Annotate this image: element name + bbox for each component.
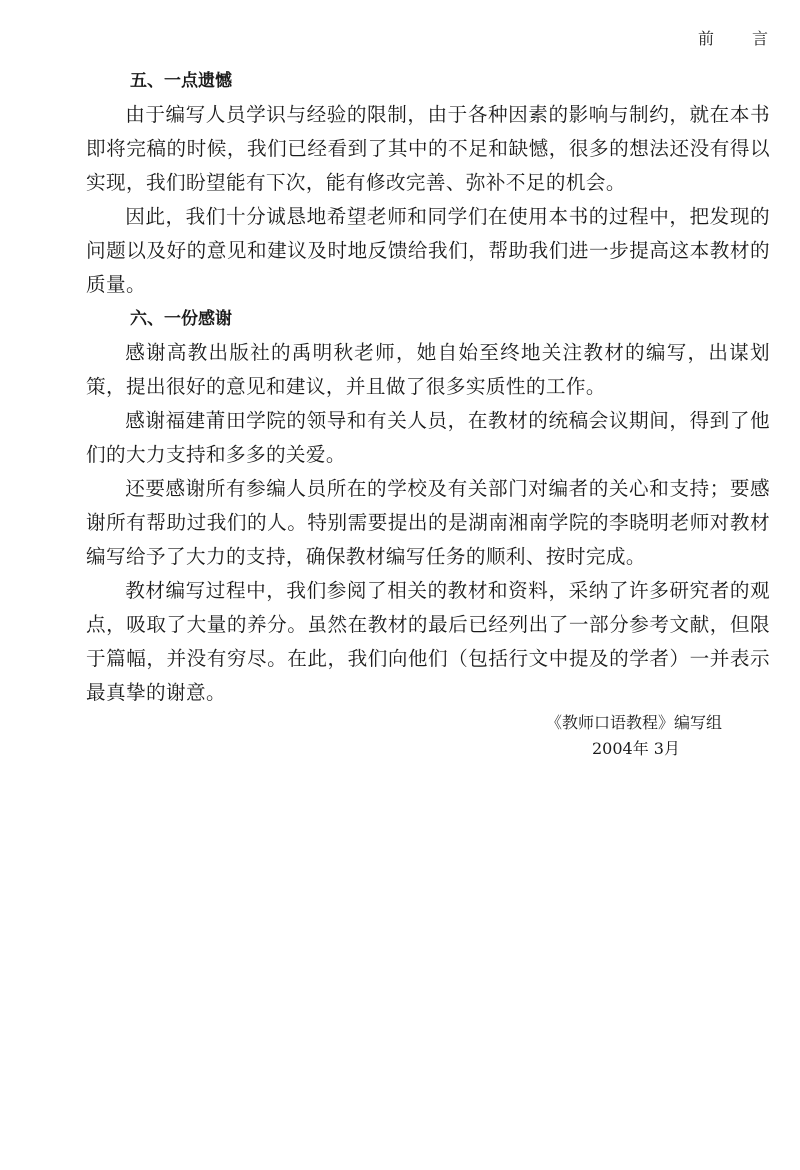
signature-group: 《教师口语教程》编写组: [546, 713, 723, 732]
paragraph-thanks-4: 教材编写过程中，我们参阅了相关的教材和资料，采纳了许多研究者的观点，吸取了大量的养分。虽然在教材的最后已经列出了一部分参考文献，但限于篇幅，并没有穷尽。在此，我们向他们（包括行文中提及的学者）一并表示最真挚的谢意。: [86, 579, 770, 704]
paragraph-thanks-1: 感谢高教出版社的禹明秋老师，她自始至终地关注教材的编写，出谋划策，提出很好的意见和建议，并且做了很多实质性的工作。: [86, 341, 770, 398]
section-heading-regret: 五、一点遗憾: [130, 71, 232, 91]
paragraph-regret-2: 因此，我们十分诚恳地希望老师和同学们在使用本书的过程中，把发现的问题以及好的意见和建议及时地反馈给我们，帮助我们进一步提高这本教材的质量。: [86, 205, 770, 296]
running-header: [698, 26, 768, 49]
paragraph-thanks-2: 感谢福建莆田学院的领导和有关人员，在教材的统稿会议期间，得到了他们的大力支持和多多的关爱。: [86, 409, 770, 466]
paragraph-thanks-3: 还要感谢所有参编人员所在的学校及有关部门对编者的关心和支持；要感谢所有帮助过我们的人。特别需要提出的是湖南湘南学院的李晓明老师对教材编写给予了大力的支持，确保教材编写任务的顺利、按时完成。: [86, 477, 770, 568]
section-heading-thanks: 六、一份感谢: [130, 309, 232, 329]
paragraph-regret-1: 由于编写人员学识与经验的限制，由于各种因素的影响与制约，就在本书即将完稿的时候，我们已经看到了其中的不足和缺憾，很多的想法还没有得以实现，我们盼望能有下次，能有修改完善、弥补不足的机会。: [86, 103, 770, 194]
page-body: [86, 64, 770, 710]
header-char-right: 言: [751, 29, 768, 48]
signature-date: 2004年 3月: [592, 739, 680, 758]
header-char-left: 前: [697, 29, 714, 48]
